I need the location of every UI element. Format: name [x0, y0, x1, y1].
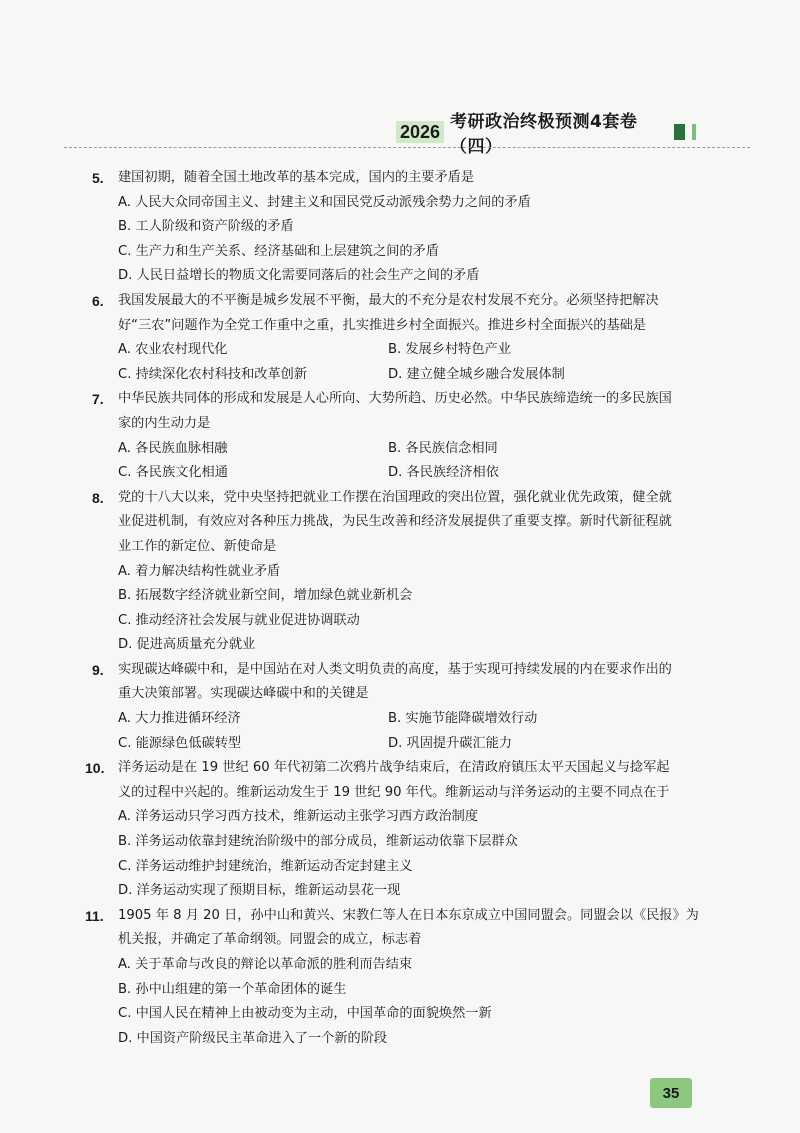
answer-option: C. 能源绿色低碳转型	[118, 735, 242, 751]
answer-option: B. 各民族信念相同	[388, 440, 498, 456]
question-stem-line: 义的过程中兴起的。维新运动发生于 19 世纪 90 年代。维新运动与洋务运动的主要不同点在于	[118, 784, 670, 800]
question-stem-line: 业促进机制，有效应对各种压力挑战，为民生改善和经济发展提供了重要支撑。新时代新征程就	[118, 514, 672, 530]
question-stem-line: 1905 年 8 月 20 日，孙中山和黄兴、宋教仁等人在日本东京成立中国同盟会。同盟会以《民报》为	[118, 907, 699, 923]
answer-option: D. 巩固提升碳汇能力	[388, 735, 513, 751]
answer-option: A. 各民族血脉相融	[118, 440, 228, 456]
question-item	[92, 166, 703, 289]
answer-option: B. 孙中山组建的第一个革命团体的诞生	[118, 981, 347, 997]
header-year: 2026	[396, 121, 444, 143]
answer-options	[118, 805, 703, 903]
answer-option: A. 大力推进循环经济	[118, 711, 241, 727]
question-item	[92, 289, 703, 387]
answer-option: C. 生产力和生产关系、经济基础和上层建筑之间的矛盾	[118, 243, 439, 259]
answer-option: D. 洋务运动实现了预期目标，维新运动昙花一现	[118, 883, 401, 899]
answer-options	[118, 338, 703, 387]
answer-option: C. 各民族文化相通	[118, 465, 228, 481]
answer-option: C. 持续深化农村科技和改革创新	[118, 366, 308, 382]
answer-option: B. 拓展数字经济就业新空间，增加绿色就业新机会	[118, 588, 413, 604]
answer-option: A. 关于革命与改良的辩论以革命派的胜利而告结束	[118, 957, 413, 972]
question-stem-line: 建国初期，随着全国土地改革的基本完成，国内的主要矛盾是	[118, 170, 475, 185]
answer-option: B. 发展乡村特色产业	[388, 342, 511, 358]
question-stem-line: 家的内生动力是	[118, 415, 211, 431]
answer-option: D. 促进高质量充分就业	[118, 637, 256, 653]
answer-option: B. 工人阶级和资产阶级的矛盾	[118, 219, 294, 235]
question-stem-line: 中华民族共同体的形成和发展是人心所向、大势所趋、历史必然。中华民族缔造统一的多民族国	[118, 391, 672, 407]
answer-option: A. 着力解决结构性就业矛盾	[118, 563, 281, 579]
answer-option: C. 推动经济社会发展与就业促进协调联动	[118, 612, 360, 628]
question-stem-line: 业工作的新定位、新使命是	[118, 538, 277, 554]
answer-options	[118, 953, 703, 1051]
question-item	[92, 387, 703, 485]
question-number: 10.	[85, 760, 105, 777]
question-item	[85, 904, 703, 1052]
question-number: 7.	[92, 391, 104, 408]
question-stem-line: 洋务运动是在 19 世纪 60 年代初第二次鸦片战争结束后，在清政府镇压太平天国起义与捻军起	[118, 760, 670, 776]
question-number: 8.	[92, 489, 104, 506]
answer-options	[118, 707, 703, 756]
answer-option: A. 人民大众同帝国主义、封建主义和国民党反动派残余势力之间的矛盾	[118, 194, 531, 210]
answer-option: D. 建立健全城乡融合发展体制	[388, 366, 565, 382]
page-number: 35	[650, 1078, 692, 1108]
question-item	[85, 756, 703, 904]
question-list	[85, 166, 703, 1051]
answer-option: A. 洋务运动只学习西方技术，维新运动主张学习西方政治制度	[118, 809, 479, 825]
answer-option: B. 洋务运动依靠封建统治阶级中的部分成员，维新运动依靠下层群众	[118, 834, 518, 850]
question-number: 6.	[92, 292, 104, 309]
answer-options	[118, 191, 703, 289]
answer-options	[118, 560, 703, 658]
answer-option: C. 洋务运动维护封建统治，维新运动否定封建主义	[118, 858, 413, 874]
question-stem-line: 党的十八大以来，党中央坚持把就业工作摆在治国理政的突出位置，强化就业优先政策，健全就	[118, 489, 672, 505]
question-stem-line: 我国发展最大的不平衡是城乡发展不平衡，最大的不充分是农村发展不充分。必须坚持把解决	[118, 292, 659, 308]
answer-options	[118, 437, 703, 486]
question-stem-line: 重大决策部署。实现碳达峰碳中和的关键是	[118, 686, 369, 702]
answer-option: D. 各民族经济相依	[388, 465, 499, 481]
question-stem-line: 好“三农”问题作为全党工作重中之重，扎实推进乡村全面振兴。推进乡村全面振兴的基础是	[118, 317, 646, 333]
header-mark-icon	[674, 124, 685, 140]
page-header	[396, 112, 696, 157]
question-item	[92, 486, 703, 658]
header-title: 考研政治终极预测4套卷（四）	[450, 112, 638, 157]
question-number: 5.	[92, 170, 104, 186]
answer-option: D. 中国资产阶级民主革命进入了一个新的阶段	[118, 1030, 388, 1046]
answer-option: B. 实施节能降碳增效行动	[388, 711, 538, 727]
header-mark-accent-icon	[692, 124, 696, 140]
answer-option: D. 人民日益增长的物质文化需要同落后的社会生产之间的矛盾	[118, 268, 480, 284]
question-number: 9.	[92, 661, 104, 678]
question-number: 11.	[85, 907, 104, 924]
question-item	[92, 658, 703, 756]
answer-option: C. 中国人民在精神上由被动变为主动，中国革命的面貌焕然一新	[118, 1006, 492, 1022]
question-stem-line: 机关报，并确定了革命纲领。同盟会的成立，标志着	[118, 932, 422, 948]
answer-option: A. 农业农村现代化	[118, 342, 228, 358]
header-divider	[64, 147, 750, 148]
question-stem-line: 实现碳达峰碳中和，是中国站在对人类文明负责的高度，基于实现可持续发展的内在要求作出的	[118, 661, 672, 677]
